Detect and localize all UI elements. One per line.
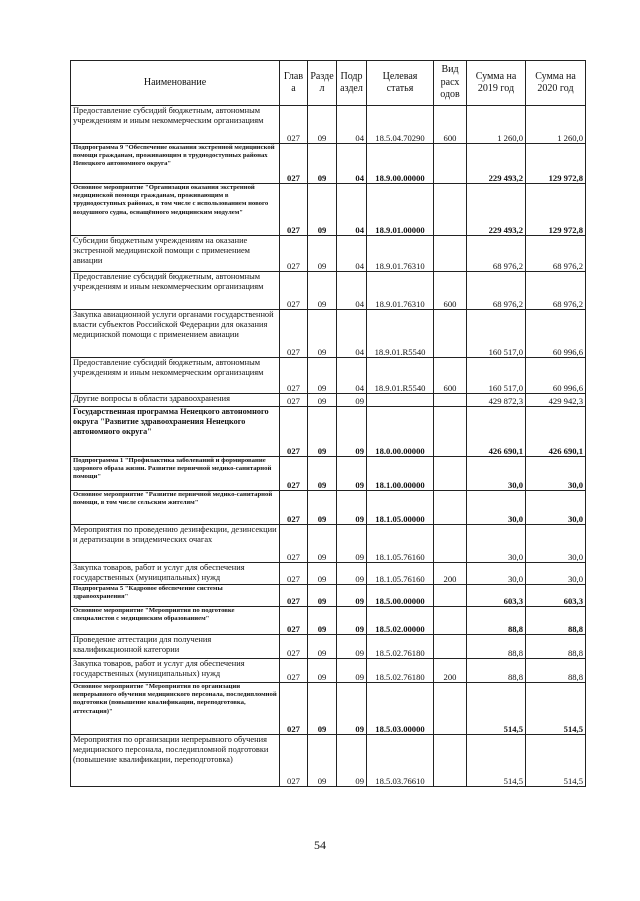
- cell-sum-2020: 68 976,2: [526, 272, 586, 310]
- cell-name: Субсидии бюджетным учреждениям на оказание экстренной медицинской помощи с применением авиации: [71, 236, 280, 272]
- cell-razdel: 09: [308, 272, 337, 310]
- cell-target-article: 18.0.00.00000: [367, 407, 434, 457]
- cell-glava: 027: [280, 184, 308, 236]
- cell-target-article: 18.9.01.R5540: [367, 310, 434, 358]
- cell-name: Предоставление субсидий бюджетным, автономным учреждениям и иным некоммерческим организациям: [71, 358, 280, 394]
- cell-podrazdel: 09: [337, 491, 367, 525]
- cell-glava: 027: [280, 272, 308, 310]
- table-row: [71, 635, 586, 659]
- cell-glava: 027: [280, 358, 308, 394]
- table-row: [71, 407, 586, 457]
- cell-glava: 027: [280, 457, 308, 491]
- cell-target-article: 18.5.02.00000: [367, 607, 434, 635]
- cell-sum-2020: 129 972,8: [526, 144, 586, 184]
- cell-sum-2019: 229 493,2: [467, 144, 526, 184]
- cell-glava: 027: [280, 525, 308, 563]
- cell-name: Закупка товаров, работ и услуг для обеспечения государственных (муниципальных) нужд: [71, 659, 280, 683]
- cell-podrazdel: 09: [337, 735, 367, 787]
- cell-expense-type: [434, 394, 467, 407]
- cell-razdel: 09: [308, 394, 337, 407]
- cell-glava: 027: [280, 635, 308, 659]
- cell-razdel: 09: [308, 585, 337, 607]
- cell-podrazdel: 04: [337, 236, 367, 272]
- table-row: [71, 585, 586, 607]
- cell-podrazdel: 09: [337, 457, 367, 491]
- cell-sum-2019: 229 493,2: [467, 184, 526, 236]
- cell-expense-type: [434, 607, 467, 635]
- cell-name: Закупка товаров, работ и услуг для обеспечения государственных (муниципальных) нужд: [71, 563, 280, 585]
- cell-name: Государственная программа Ненецкого автономного округа "Развитие здравоохранения Ненецкого автономного округа": [71, 407, 280, 457]
- cell-name: Основное мероприятие "Развитие первичной медико-санитарной помощи, в том числе сельским жителям": [71, 491, 280, 525]
- cell-target-article: 18.9.01.76310: [367, 272, 434, 310]
- cell-sum-2019: 68 976,2: [467, 236, 526, 272]
- cell-sum-2019: 30,0: [467, 491, 526, 525]
- cell-sum-2020: 30,0: [526, 491, 586, 525]
- cell-razdel: 09: [308, 563, 337, 585]
- cell-target-article: 18.9.01.76310: [367, 236, 434, 272]
- cell-sum-2020: 30,0: [526, 457, 586, 491]
- cell-razdel: 09: [308, 358, 337, 394]
- cell-sum-2019: 88,8: [467, 607, 526, 635]
- cell-sum-2020: 88,8: [526, 607, 586, 635]
- cell-glava: 027: [280, 407, 308, 457]
- cell-podrazdel: 09: [337, 563, 367, 585]
- cell-sum-2020: 30,0: [526, 525, 586, 563]
- cell-podrazdel: 04: [337, 272, 367, 310]
- cell-name: Другие вопросы в области здравоохранения: [71, 394, 280, 407]
- cell-podrazdel: 09: [337, 683, 367, 735]
- header-target-article: Целевая статья: [367, 61, 434, 106]
- cell-expense-type: [434, 735, 467, 787]
- cell-razdel: 09: [308, 607, 337, 635]
- cell-glava: 027: [280, 106, 308, 144]
- cell-target-article: 18.9.01.R5540: [367, 358, 434, 394]
- cell-expense-type: [434, 144, 467, 184]
- cell-glava: 027: [280, 236, 308, 272]
- table-row: [71, 735, 586, 787]
- cell-podrazdel: 04: [337, 184, 367, 236]
- table-row: [71, 236, 586, 272]
- cell-expense-type: 600: [434, 272, 467, 310]
- cell-sum-2020: 1 260,0: [526, 106, 586, 144]
- cell-sum-2019: 160 517,0: [467, 358, 526, 394]
- cell-sum-2020: 429 942,3: [526, 394, 586, 407]
- cell-target-article: 18.1.05.76160: [367, 525, 434, 563]
- cell-glava: 027: [280, 585, 308, 607]
- cell-glava: 027: [280, 735, 308, 787]
- table-row: [71, 310, 586, 358]
- cell-target-article: 18.9.01.00000: [367, 184, 434, 236]
- cell-name: Основное мероприятие "Мероприятия по подготовке специалистов с медицинским образованием": [71, 607, 280, 635]
- table-row: [71, 184, 586, 236]
- header-glava: Глав а: [280, 61, 308, 106]
- cell-sum-2019: 88,8: [467, 635, 526, 659]
- cell-sum-2020: 60 996,6: [526, 358, 586, 394]
- cell-sum-2020: 514,5: [526, 735, 586, 787]
- cell-glava: 027: [280, 310, 308, 358]
- cell-name: Проведение аттестации для получения квалификационной категории: [71, 635, 280, 659]
- table-header-row: [71, 61, 586, 106]
- cell-target-article: 18.5.02.76180: [367, 659, 434, 683]
- header-expense-type: Вид расх одов: [434, 61, 467, 106]
- cell-podrazdel: 09: [337, 585, 367, 607]
- cell-name: Мероприятия по организации непрерывного обучения медицинского персонала, последипломной подготовки (повышение квалификации, переподготовка): [71, 735, 280, 787]
- table-row: [71, 106, 586, 144]
- cell-glava: 027: [280, 394, 308, 407]
- cell-sum-2019: 603,3: [467, 585, 526, 607]
- table-row: [71, 659, 586, 683]
- cell-name: Подпрограмма 9 "Обеспечение оказания экстренной медицинской помощи гражданам, проживающим в труднодоступных районах Ненецкого автономного округа": [71, 144, 280, 184]
- cell-sum-2020: 60 996,6: [526, 310, 586, 358]
- cell-expense-type: [434, 683, 467, 735]
- cell-expense-type: [434, 184, 467, 236]
- cell-target-article: [367, 394, 434, 407]
- cell-sum-2019: 1 260,0: [467, 106, 526, 144]
- cell-target-article: 18.9.00.00000: [367, 144, 434, 184]
- cell-target-article: 18.5.03.76610: [367, 735, 434, 787]
- table-row: [71, 394, 586, 407]
- cell-glava: 027: [280, 563, 308, 585]
- cell-razdel: 09: [308, 236, 337, 272]
- cell-podrazdel: 09: [337, 525, 367, 563]
- cell-podrazdel: 09: [337, 659, 367, 683]
- cell-name: Предоставление субсидий бюджетным, автономным учреждениям и иным некоммерческим организациям: [71, 272, 280, 310]
- cell-razdel: 09: [308, 683, 337, 735]
- budget-table: [70, 60, 586, 787]
- cell-expense-type: [434, 585, 467, 607]
- table-row: [71, 457, 586, 491]
- cell-target-article: 18.1.05.76160: [367, 563, 434, 585]
- cell-expense-type: [434, 457, 467, 491]
- cell-name: Основное мероприятие "Организация оказания экстренной медицинской помощи гражданам, проживающим в труднодоступных районах, в том числе с использованием нового воздушного судна, оснащённого медицинским модулем": [71, 184, 280, 236]
- cell-razdel: 09: [308, 144, 337, 184]
- cell-razdel: 09: [308, 407, 337, 457]
- cell-podrazdel: 04: [337, 144, 367, 184]
- cell-glava: 027: [280, 683, 308, 735]
- cell-target-article: 18.1.05.00000: [367, 491, 434, 525]
- header-name: Наименование: [71, 61, 280, 106]
- cell-sum-2020: 68 976,2: [526, 236, 586, 272]
- table-row: [71, 607, 586, 635]
- table-row: [71, 491, 586, 525]
- cell-razdel: 09: [308, 310, 337, 358]
- cell-expense-type: [434, 635, 467, 659]
- cell-razdel: 09: [308, 735, 337, 787]
- cell-sum-2019: 30,0: [467, 525, 526, 563]
- cell-razdel: 09: [308, 635, 337, 659]
- cell-sum-2020: 30,0: [526, 563, 586, 585]
- header-podrazdel: Подр аздел: [337, 61, 367, 106]
- cell-sum-2019: 514,5: [467, 683, 526, 735]
- cell-glava: 027: [280, 607, 308, 635]
- cell-expense-type: [434, 407, 467, 457]
- cell-expense-type: [434, 236, 467, 272]
- table-body: [71, 106, 586, 787]
- cell-expense-type: [434, 491, 467, 525]
- cell-razdel: 09: [308, 525, 337, 563]
- cell-name: Основное мероприятие "Мероприятия по организации непрерывного обучения медицинского персонала, последипломной подготовки (повышение квалификации, переподготовка, аттестация)": [71, 683, 280, 735]
- cell-glava: 027: [280, 144, 308, 184]
- cell-podrazdel: 09: [337, 407, 367, 457]
- cell-razdel: 09: [308, 457, 337, 491]
- table-row: [71, 272, 586, 310]
- cell-sum-2019: 30,0: [467, 457, 526, 491]
- cell-expense-type: [434, 525, 467, 563]
- cell-target-article: 18.5.04.70290: [367, 106, 434, 144]
- cell-sum-2020: 514,5: [526, 683, 586, 735]
- cell-podrazdel: 04: [337, 358, 367, 394]
- cell-name: Подпрограмма 1 "Профилактика заболеваний и формирование здорового образа жизни. Развитие первичной медико-санитарной помощи": [71, 457, 280, 491]
- header-sum-2020: Сумма на 2020 год: [526, 61, 586, 106]
- cell-expense-type: 600: [434, 358, 467, 394]
- cell-razdel: 09: [308, 184, 337, 236]
- cell-glava: 027: [280, 659, 308, 683]
- cell-sum-2020: 603,3: [526, 585, 586, 607]
- cell-target-article: 18.5.00.00000: [367, 585, 434, 607]
- cell-expense-type: 600: [434, 106, 467, 144]
- cell-expense-type: 200: [434, 659, 467, 683]
- cell-glava: 027: [280, 491, 308, 525]
- cell-podrazdel: 09: [337, 607, 367, 635]
- cell-name: Мероприятия по проведению дезинфекции, дезинсекции и дератизации в эпидемических очагах: [71, 525, 280, 563]
- cell-podrazdel: 09: [337, 394, 367, 407]
- cell-sum-2019: 30,0: [467, 563, 526, 585]
- table-row: [71, 144, 586, 184]
- table-row: [71, 525, 586, 563]
- cell-sum-2019: 160 517,0: [467, 310, 526, 358]
- cell-sum-2020: 426 690,1: [526, 407, 586, 457]
- cell-podrazdel: 04: [337, 310, 367, 358]
- cell-sum-2019: 426 690,1: [467, 407, 526, 457]
- cell-sum-2020: 88,8: [526, 659, 586, 683]
- cell-target-article: 18.1.00.00000: [367, 457, 434, 491]
- cell-name: Подпрограмма 5 "Кадровое обеспечение системы здравоохранения": [71, 585, 280, 607]
- cell-razdel: 09: [308, 106, 337, 144]
- header-sum-2019: Сумма на 2019 год: [467, 61, 526, 106]
- cell-sum-2020: 129 972,8: [526, 184, 586, 236]
- cell-razdel: 09: [308, 659, 337, 683]
- cell-podrazdel: 04: [337, 106, 367, 144]
- table-row: [71, 563, 586, 585]
- cell-sum-2019: 88,8: [467, 659, 526, 683]
- cell-sum-2019: 514,5: [467, 735, 526, 787]
- cell-sum-2020: 88,8: [526, 635, 586, 659]
- cell-expense-type: [434, 310, 467, 358]
- cell-target-article: 18.5.03.00000: [367, 683, 434, 735]
- cell-podrazdel: 09: [337, 635, 367, 659]
- cell-razdel: 09: [308, 491, 337, 525]
- table-row: [71, 358, 586, 394]
- cell-target-article: 18.5.02.76180: [367, 635, 434, 659]
- cell-name: Закупка авиационной услуги органами государственной власти субъектов Российской Федерации для оказания медицинской помощи с применением авиации: [71, 310, 280, 358]
- cell-sum-2019: 429 872,3: [467, 394, 526, 407]
- cell-name: Предоставление субсидий бюджетным, автономным учреждениям и иным некоммерческим организациям: [71, 106, 280, 144]
- page-number: 54: [314, 838, 326, 852]
- table-row: [71, 683, 586, 735]
- header-razdel: Разде л: [308, 61, 337, 106]
- cell-sum-2019: 68 976,2: [467, 272, 526, 310]
- cell-expense-type: 200: [434, 563, 467, 585]
